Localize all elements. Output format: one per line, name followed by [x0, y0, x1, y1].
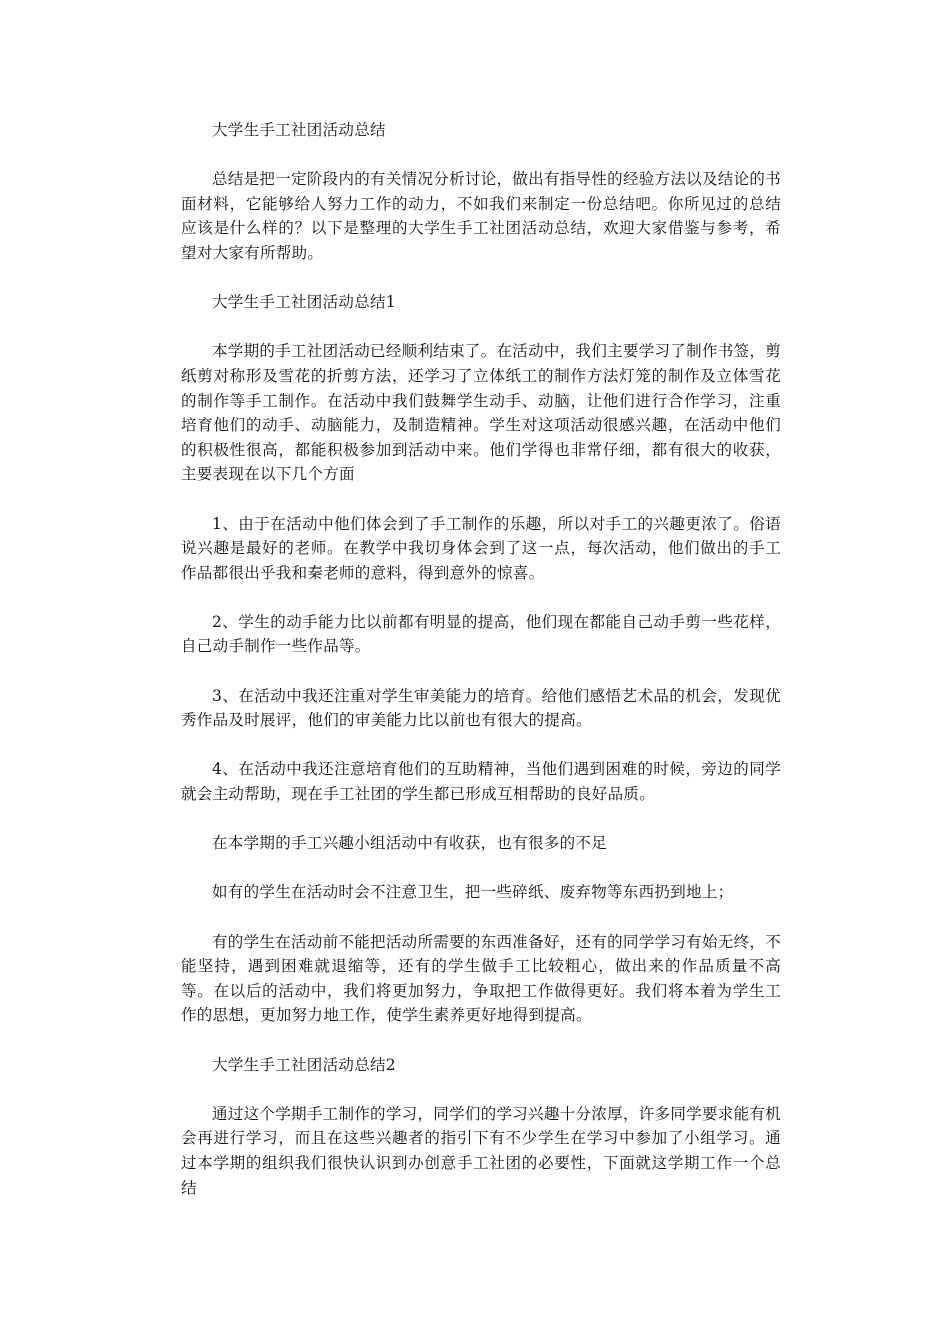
- section-1-paragraph-6: 在本学期的手工兴趣小组活动中有收获，也有很多的不足: [212, 834, 608, 853]
- section-1-paragraph-5: 4、在活动中我还注意培育他们的互助精神，当他们遇到困难的时候，旁边的同学就会主动帮助，现在手工社团的学生都已形成互相帮助的良好品质。: [181, 760, 781, 804]
- section-1-heading: 大学生手工社团活动总结1: [212, 293, 396, 312]
- section-2-paragraph-1: 通过这个学期手工制作的学习，同学们的学习兴趣十分浓厚，许多同学要求能有机会再进行学习，而且在这些兴趣者的指引下有不少学生在学习中参加了小组学习。通过本学期的组织我们很快认识到办创意手工社团的必要性，下面就这学期工作一个总结: [181, 1104, 781, 1197]
- section-1-paragraph-3: 2、学生的动手能力比以前都有明显的提高，他们现在都能自己动手剪一些花样，自己动手制作一些作品等。: [181, 612, 781, 656]
- intro-paragraph: 总结是把一定阶段内的有关情况分析讨论，做出有指导性的经验方法以及结论的书面材料，它能够给人努力工作的动力，不如我们来制定一份总结吧。你所见过的总结应该是什么样的？以下是整理的大学生手工社团活动总结，欢迎大家借鉴与参考，希望对大家有所帮助。: [181, 170, 781, 262]
- section-1-paragraph-1: 本学期的手工社团活动已经顺利结束了。在活动中，我们主要学习了制作书签，剪纸剪对称形及雪花的折剪方法，还学习了立体纸工的制作方法灯笼的制作及立体雪花的制作等手工制作。在活动中我们鼓舞学生动手、动脑，让他们进行合作学习，注重培育他们的动手、动脑能力，及制造精神。学生对这项活动很感兴趣，在活动中他们的积极性很高，都能积极参加到活动中来。他们学得也非常仔细，都有很大的收获，主要表现在以下几个方面: [181, 342, 781, 484]
- section-1-paragraph-4: 3、在活动中我还注重对学生审美能力的培育。给他们感悟艺术品的机会，发现优秀作品及时展评，他们的审美能力比以前也有很大的提高。: [181, 686, 781, 730]
- document-title: 大学生手工社团活动总结: [212, 121, 386, 139]
- section-1-paragraph-8: 有的学生在活动前不能把活动所需要的东西准备好，还有的同学学习有始无终，不能坚持，遇到困难就退缩等，还有的学生做手工比较粗心，做出来的作品质量不高等。在以后的活动中，我们将更加努力，争取把工作做得更好。我们将本着为学生工作的思想，更加努力地工作，使学生素养更好地得到提高。: [181, 932, 781, 1025]
- section-1-paragraph-7: 如有的学生在活动时会不注意卫生，把一些碎纸、废弃物等东西扔到地上；: [212, 883, 734, 902]
- section-1-paragraph-2: 1、由于在活动中他们体会到了手工制作的乐趣，所以对手工的兴趣更浓了。俗语说兴趣是最好的老师。在教学中我切身体会到了这一点，每次活动，他们做出的手工作品都很出乎我和秦老师的意料，得到意外的惊喜。: [181, 514, 781, 582]
- section-2-heading: 大学生手工社团活动总结2: [212, 1055, 396, 1074]
- document-body: [181, 118, 781, 1225]
